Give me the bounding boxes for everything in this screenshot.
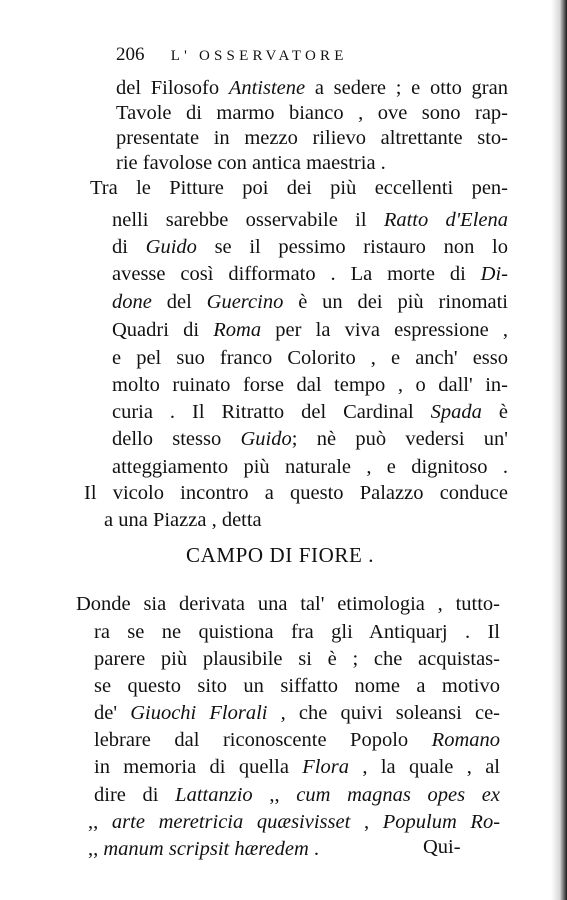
page-gutter-shadow [551, 0, 567, 900]
text-run: ,, [252, 784, 297, 806]
text-run: curia . Il Ritratto del Cardinal [112, 401, 431, 423]
text-line [112, 318, 508, 342]
text-line [112, 262, 508, 286]
text-run: , [350, 811, 383, 833]
text-run: , che quivi soleansi ce- [267, 702, 500, 724]
italic-run: Giuochi Florali [130, 702, 268, 724]
text-run: . [308, 838, 319, 860]
italic-run: Romano [431, 729, 500, 751]
text-run: nelli sarebbe osservabile il [112, 209, 384, 231]
page-header [116, 44, 446, 66]
text-line [94, 647, 500, 671]
text-run: presentate in mezzo rilievo altrettante sto- [116, 127, 508, 149]
text-line [116, 126, 508, 150]
text-run: se il pessimo ristauro non lo [196, 236, 508, 258]
italic-run: Antistene [228, 77, 306, 99]
italic-run: cum magnas opes ex [296, 784, 500, 806]
text-line [76, 592, 500, 616]
italic-run: Roma [213, 319, 262, 341]
text-line [94, 728, 500, 752]
text-line [94, 783, 500, 807]
text-line [116, 151, 434, 175]
italic-run: Guido [240, 428, 292, 450]
text-run: del Filosofo [116, 77, 229, 99]
text-line [112, 400, 508, 424]
text-run: de' [94, 702, 131, 724]
text-run: Quadri di [112, 319, 214, 341]
italic-run: manum scripsit hæredem [103, 838, 309, 860]
italic-run: done [112, 291, 152, 313]
text-line [88, 837, 368, 861]
text-line [94, 755, 500, 779]
text-run: Donde sia derivata una tal' etimologia , tutto- [76, 593, 500, 615]
italic-run: arte meretricia quæsivisset [111, 811, 351, 833]
text-line [90, 176, 508, 200]
italic-run: Di- [480, 263, 508, 285]
section-heading: CAMPO DI FIORE . [186, 543, 375, 567]
italic-run: Spada [430, 401, 482, 423]
italic-run: Populum Ro- [382, 811, 501, 833]
text-run: ; nè può vedersi un' [291, 428, 508, 450]
text-line [116, 101, 508, 125]
page-number: 206 [116, 44, 145, 65]
text-run: Tra le Pitture poi dei più eccellenti pen- [90, 177, 508, 199]
text-run: a una Piazza , detta [104, 509, 262, 531]
italic-run: Ratto d'Elena [383, 209, 508, 231]
text-line [94, 674, 500, 698]
running-title: L' OSSERVATORE [170, 48, 348, 64]
text-run: lebrare dal riconoscente Popolo [94, 729, 432, 751]
text-line [88, 810, 500, 834]
text-run: ,, [88, 838, 104, 860]
text-run: è un dei più rinomati [283, 291, 508, 313]
text-run: atteggiamento più naturale , e dignitoso . [112, 456, 508, 478]
text-run: in memoria di quella [94, 756, 303, 778]
italic-run: Flora [302, 756, 349, 778]
text-line [94, 701, 500, 725]
text-line [112, 427, 508, 451]
text-run: parere più plausibile si è ; che acquistas- [94, 648, 500, 670]
text-run: Il vicolo incontro a questo Palazzo conduce [84, 482, 508, 504]
text-line [116, 76, 508, 100]
text-run: del [151, 291, 207, 313]
text-run: dello stesso [112, 428, 241, 450]
text-run: se questo sito un siffatto nome a motivo [94, 675, 500, 697]
text-run: avesse così difformato . La morte di [112, 263, 481, 285]
text-line [112, 455, 508, 479]
text-line [112, 235, 508, 259]
text-line [104, 508, 304, 532]
text-run: di [112, 236, 146, 258]
text-run: molto ruinato forse dal tempo , o dall' in- [112, 374, 508, 396]
text-line [84, 481, 508, 505]
text-run: ,, [88, 811, 112, 833]
text-run: Tavole di marmo bianco , ove sono rap- [116, 102, 508, 124]
text-run: per la viva espressione , [261, 319, 508, 341]
text-line [112, 373, 508, 397]
text-run: rie favolose con antica maestria . [116, 152, 386, 174]
text-line [112, 208, 508, 232]
italic-run: Guido [145, 236, 197, 258]
text-line [94, 620, 500, 644]
text-run: , la quale , al [348, 756, 501, 778]
italic-run: Guercino [206, 291, 284, 313]
text-line [112, 290, 508, 314]
text-run: dire di [94, 784, 176, 806]
text-run: a sedere ; e otto gran [305, 77, 508, 99]
text-run: ra se ne quistiona fra gli Antiquarj . Il [94, 621, 500, 643]
italic-run: Lattanzio [175, 784, 253, 806]
text-run: è [481, 401, 508, 423]
text-line [112, 346, 508, 370]
catchword: Qui- [423, 836, 461, 858]
text-run: e pel suo franco Colorito , e anch' esso [112, 347, 508, 369]
